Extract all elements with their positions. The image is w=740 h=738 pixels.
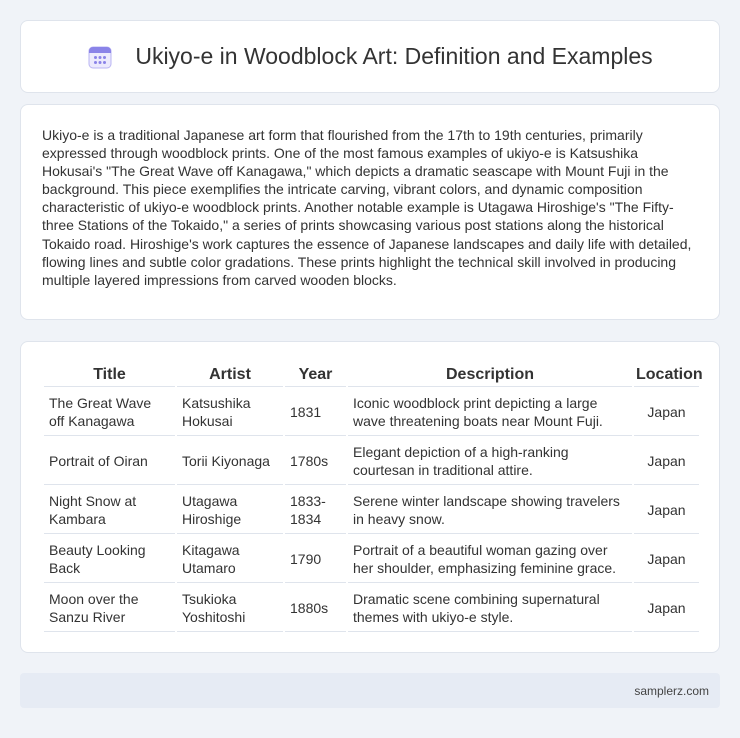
cell-artist: Kitagawa Utamaro (177, 536, 283, 583)
cell-year: 1780s (285, 438, 346, 485)
table-row (44, 585, 699, 632)
header-title: Title (44, 363, 175, 387)
cell-year: 1831 (285, 389, 346, 436)
cell-description: Elegant depiction of a high-ranking courtesan in traditional attire. (348, 438, 632, 485)
footer-site-link[interactable]: samplerz.com (634, 683, 709, 698)
header-year: Year (285, 363, 346, 387)
cell-artist: Utagawa Hiroshige (177, 487, 283, 534)
header-artist: Artist (177, 363, 283, 387)
table-row (44, 389, 699, 436)
calendar-icon (87, 44, 113, 70)
cell-year: 1880s (285, 585, 346, 632)
cell-title: Portrait of Oiran (44, 438, 175, 485)
cell-location: Japan (634, 487, 699, 534)
footer-bar (20, 673, 720, 708)
page-title: Ukiyo-e in Woodblock Art: Definition and Examples (135, 43, 653, 69)
cell-description: Portrait of a beautiful woman gazing over her shoulder, emphasizing feminine grace. (348, 536, 632, 583)
cell-location: Japan (634, 438, 699, 485)
cell-year: 1833-1834 (285, 487, 346, 534)
table-row (44, 536, 699, 583)
cell-description: Serene winter landscape showing travelers in heavy snow. (348, 487, 632, 534)
table-row (44, 487, 699, 534)
header-inner (87, 43, 652, 70)
cell-year: 1790 (285, 536, 346, 583)
cell-location: Japan (634, 536, 699, 583)
header-description: Description (348, 363, 632, 387)
table-header-row (44, 363, 699, 387)
cell-artist: Katsushika Hokusai (177, 389, 283, 436)
cell-artist: Torii Kiyonaga (177, 438, 283, 485)
cell-title: Beauty Looking Back (44, 536, 175, 583)
cell-description: Dramatic scene combining supernatural themes with ukiyo-e style. (348, 585, 632, 632)
header-location: Location (634, 363, 699, 387)
cell-artist: Tsukioka Yoshitoshi (177, 585, 283, 632)
cell-title: Moon over the Sanzu River (44, 585, 175, 632)
cell-location: Japan (634, 389, 699, 436)
table-row (44, 438, 699, 485)
cell-title: Night Snow at Kambara (44, 487, 175, 534)
header-card (20, 20, 720, 93)
cell-description: Iconic woodblock print depicting a large wave threatening boats near Mount Fuji. (348, 389, 632, 436)
cell-title: The Great Wave off Kanagawa (44, 389, 175, 436)
intro-card (20, 104, 720, 320)
intro-paragraph: Ukiyo-e is a traditional Japanese art form that flourished from the 17th to 19th centuries, primarily expressed through woodblock prints. One of the most famous examples of ukiyo-e is Katsushika Hokusai's "The Great Wave off Kanagawa," which depicts a dramatic seascape with Mount Fuji in the background. This piece exemplifies the intricate carving, vibrant colors, and dynamic composition characteristic of ukiyo-e woodblock prints. Another notable example is Utagawa Hiroshige's "The Fifty-three Stations of the Tokaido," a series of prints showcasing various post stations along the historical Tokaido road. Hiroshige's work captures the essence of Japanese landscapes and daily life with detailed, flowing lines and subtle color gradations. These prints highlight the technical skill involved in producing multiple layered impressions from carved wooden blocks. (42, 127, 692, 288)
table-card (20, 341, 720, 653)
artworks-table (42, 361, 701, 634)
cell-location: Japan (634, 585, 699, 632)
